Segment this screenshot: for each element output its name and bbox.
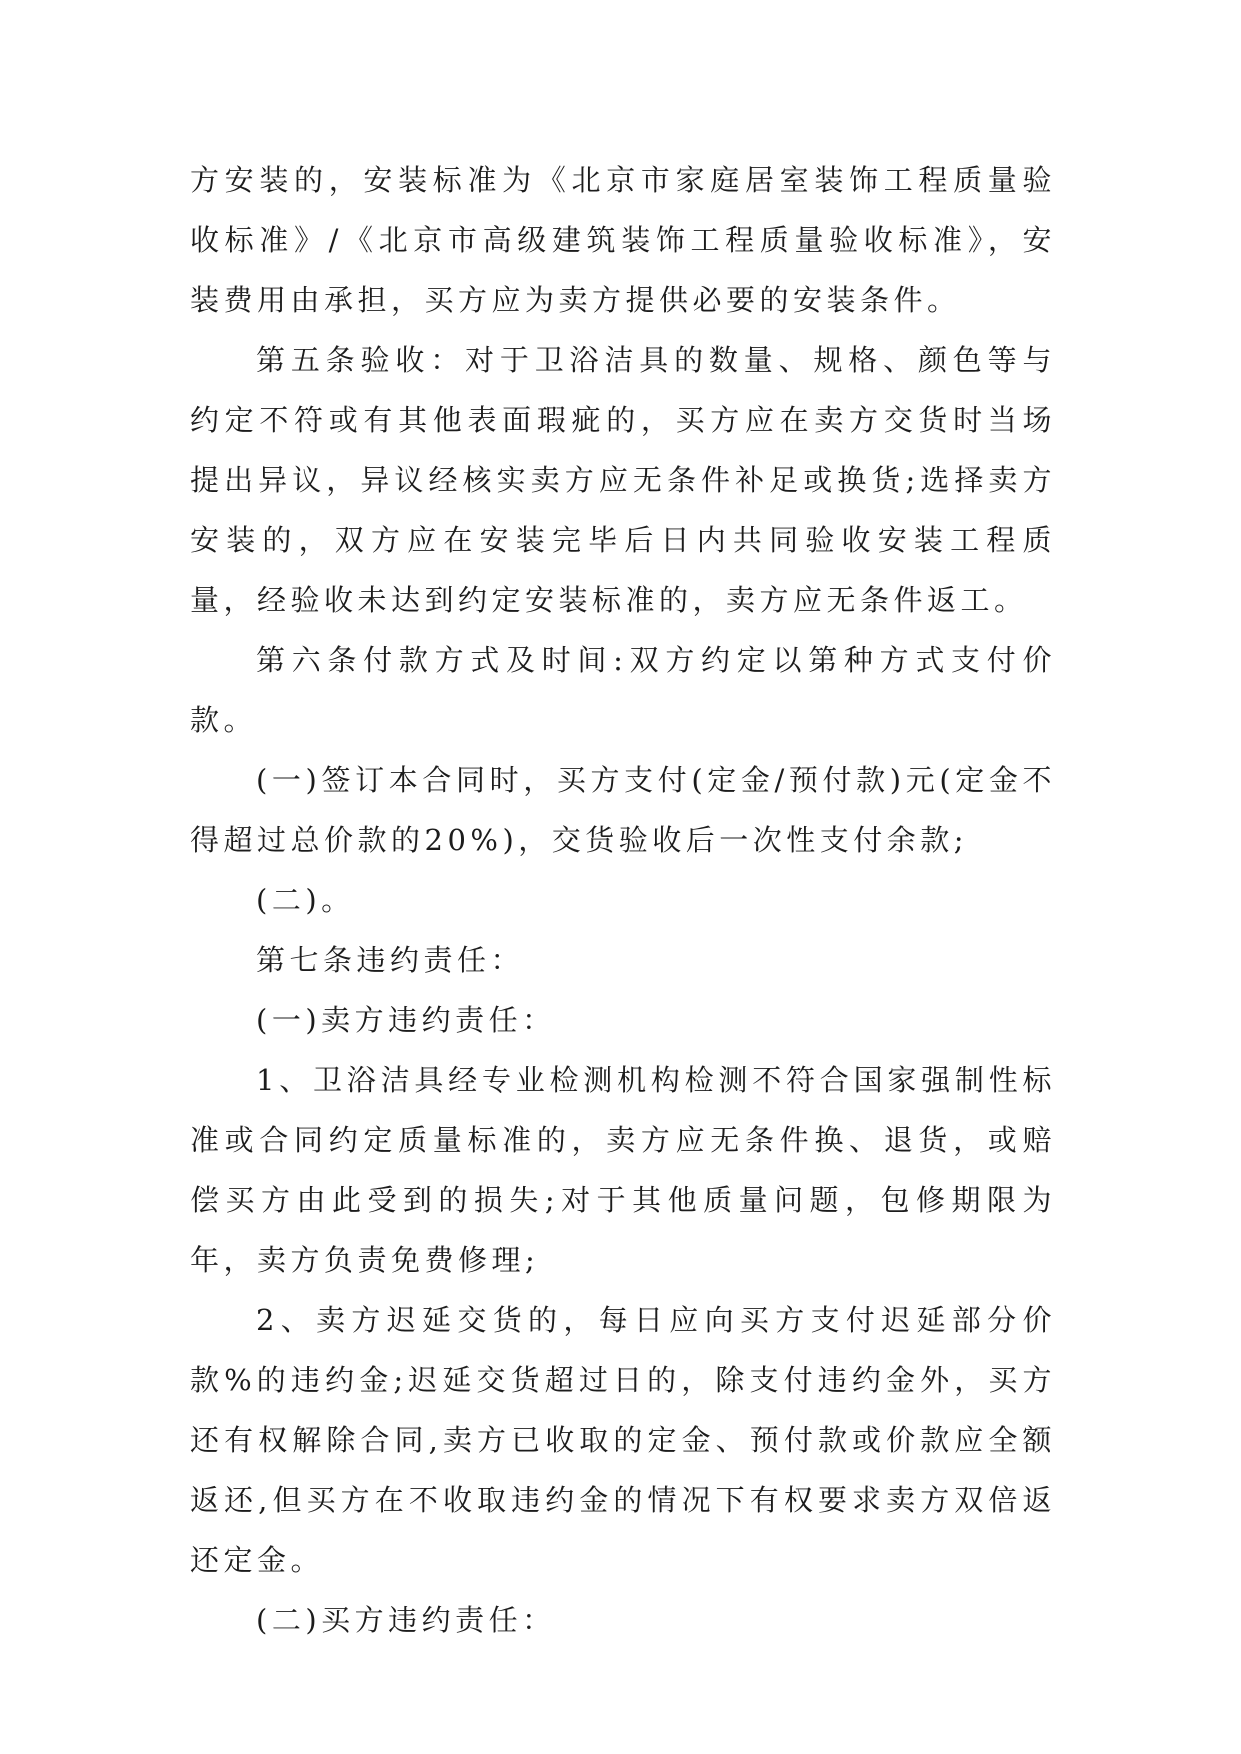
paragraph-seller-liability-2: 2、卖方迟延交货的，每日应向买方支付迟延部分价款%的违约金;迟延交货超过日的，除支付违约金外，买方还有权解除合同,卖方已收取的定金、预付款或价款应全额返还,但买方在不收取违约金的情况下有权要求卖方双倍返还定金。 <box>190 1303 1056 1577</box>
paragraph-article-7-liability: 第七条违约责任： <box>256 943 525 977</box>
paragraph-seller-liability-1: 1、卫浴洁具经专业检测机构检测不符合国家强制性标准或合同约定质量标准的，卖方应无条件换、退货，或赔偿买方由此受到的损失;对于其他质量问题，包修期限为年，卖方负责免费修理; <box>190 1063 1056 1277</box>
paragraph-seller-liability-heading: (一)卖方违约责任： <box>256 1003 556 1037</box>
paragraph-article-6-payment: 第六条付款方式及时间:双方约定以第种方式支付价款。 <box>190 643 1056 737</box>
paragraph-payment-option-2: (二)。 <box>256 883 355 917</box>
document-page <box>190 150 1056 1650</box>
paragraph-buyer-liability-heading: (二)买方违约责任： <box>256 1603 556 1637</box>
paragraph-payment-option-1: (一)签订本合同时，买方支付(定金/预付款)元(定金不得超过总价款的20%)，交货验收后一次性支付余款; <box>190 763 1056 857</box>
paragraph-installation-standard: 方安装的，安装标准为《北京市家庭居室装饰工程质量验收标准》/《北京市高级建筑装饰工程质量验收标准》，安装费用由承担，买方应为卖方提供必要的安装条件。 <box>190 163 1056 317</box>
paragraph-article-5-acceptance: 第五条验收：对于卫浴洁具的数量、规格、颜色等与约定不符或有其他表面瑕疵的，买方应在卖方交货时当场提出异议，异议经核实卖方应无条件补足或换货;选择卖方安装的，双方应在安装完毕后日内共同验收安装工程质量，经验收未达到约定安装标准的，卖方应无条件返工。 <box>190 343 1056 617</box>
